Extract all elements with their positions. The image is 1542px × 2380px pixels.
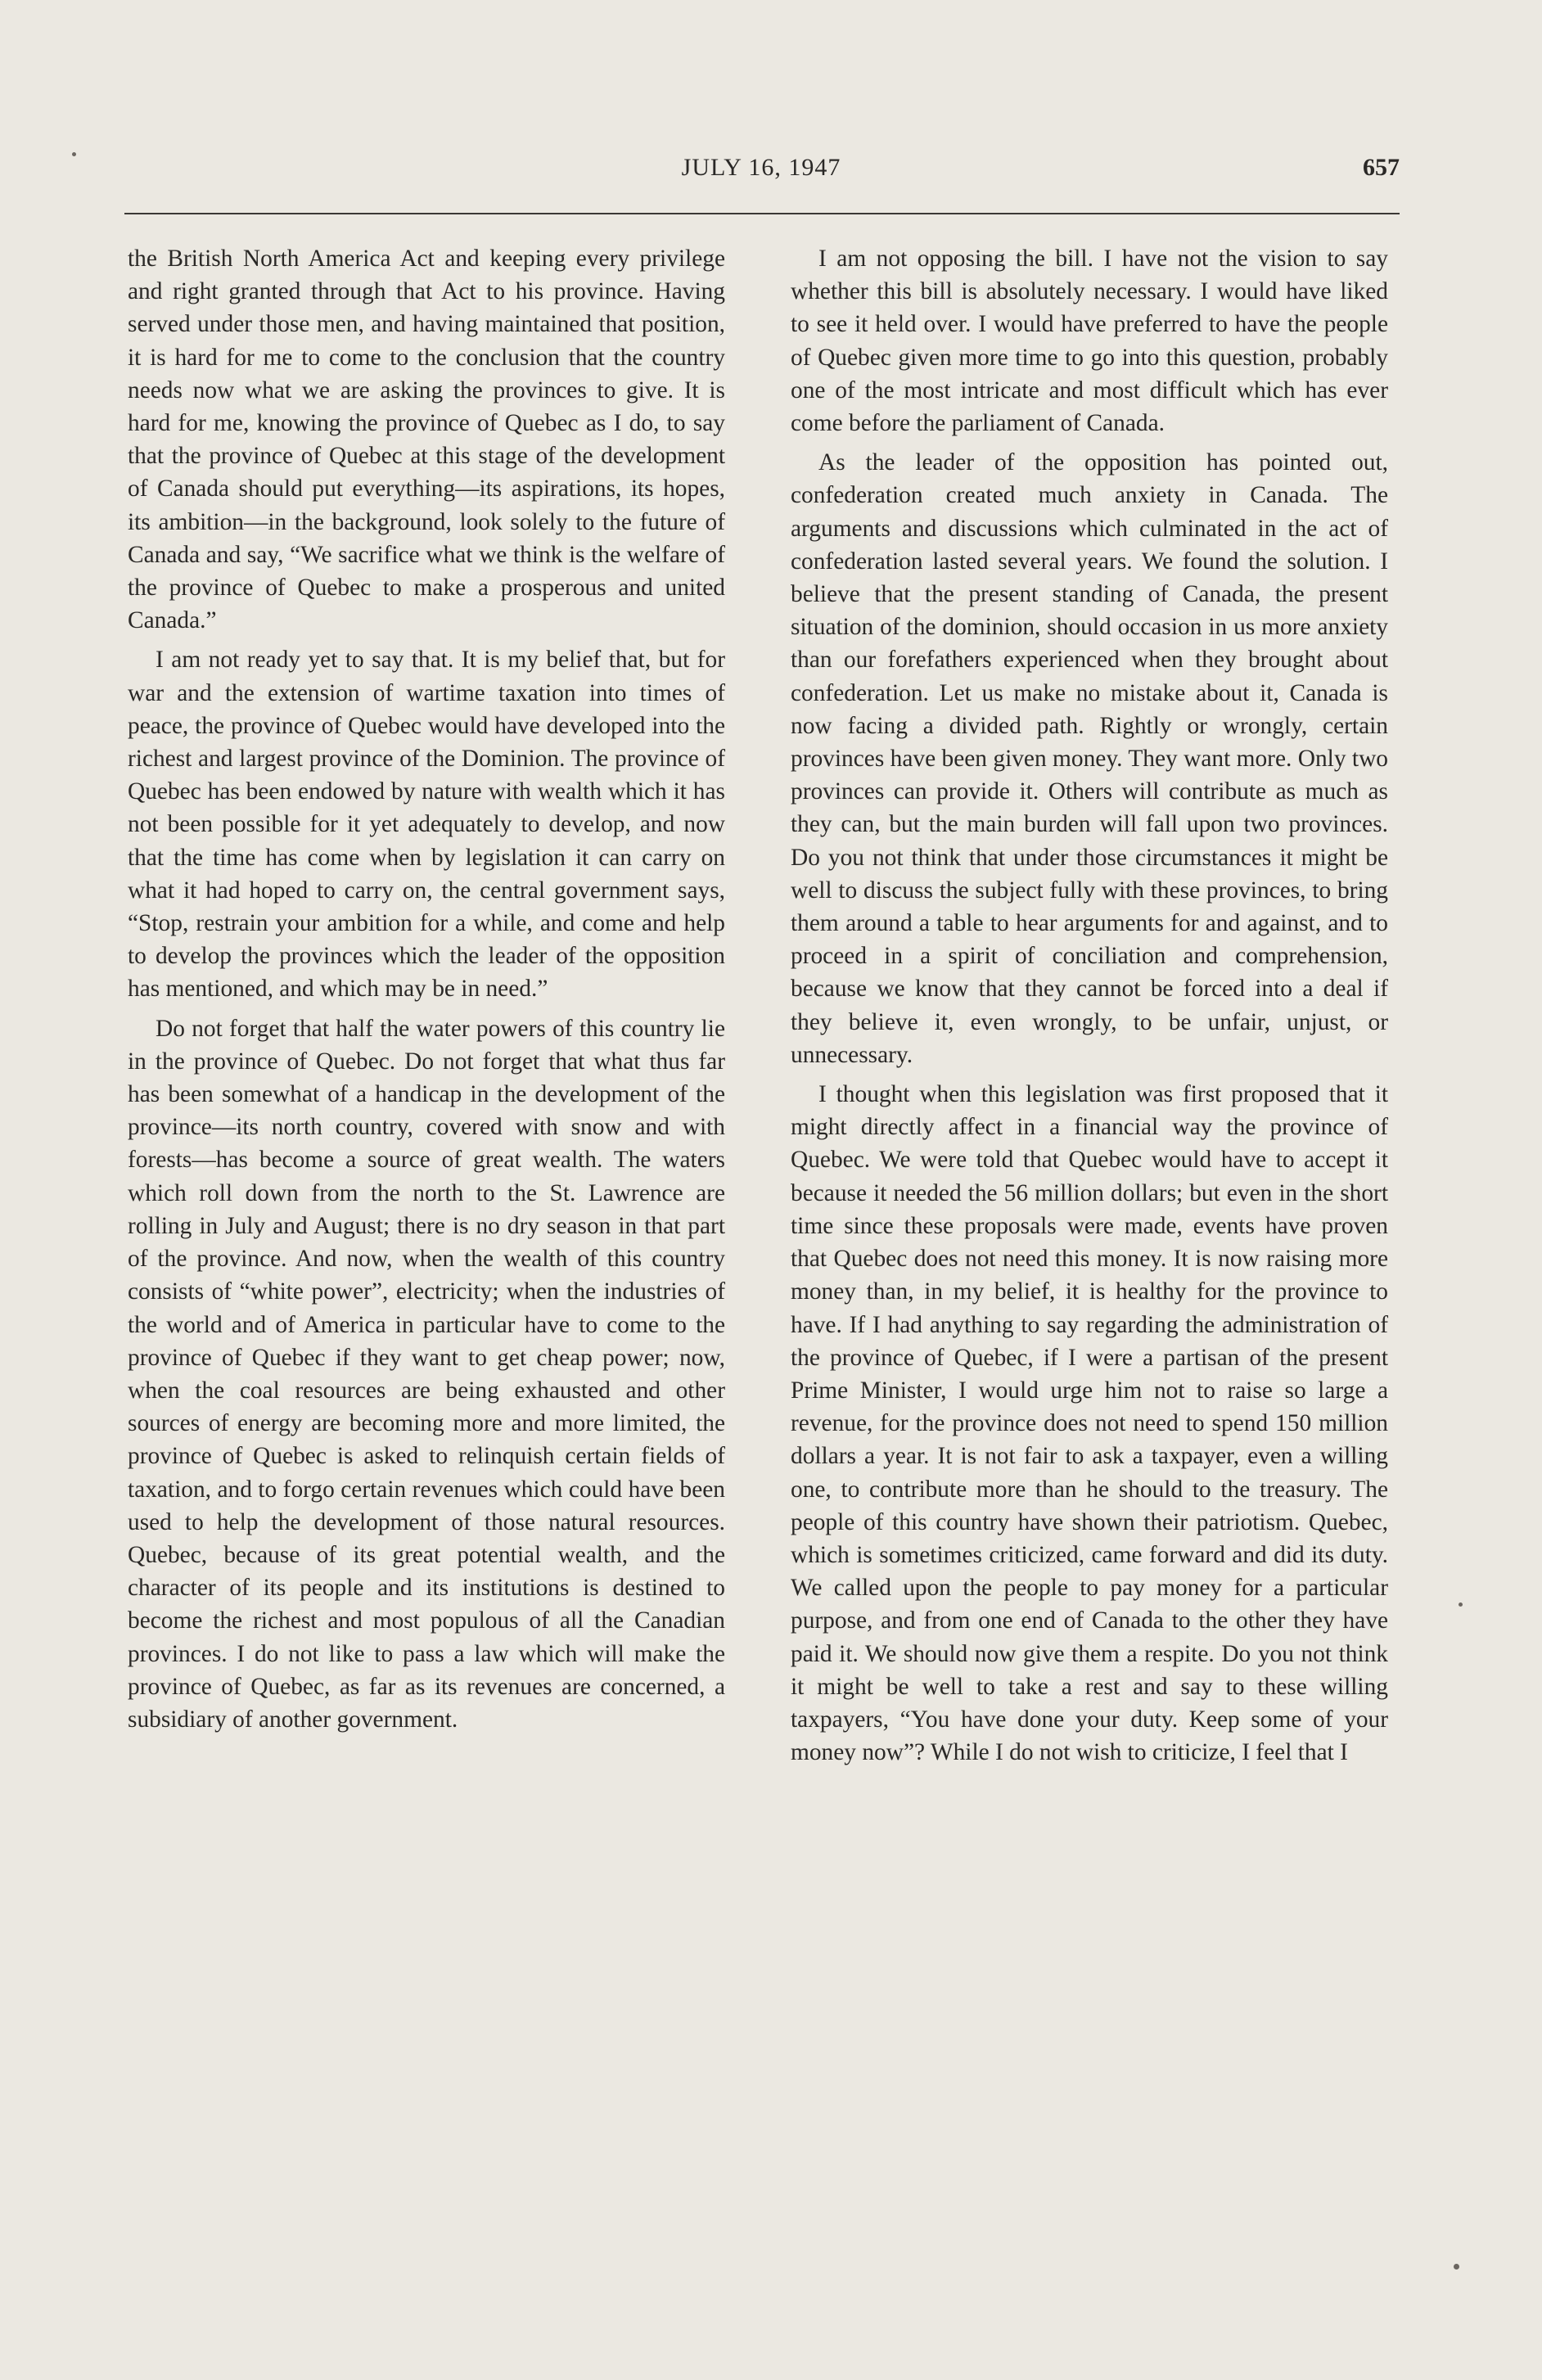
page-header <box>123 154 1400 187</box>
header-date: JULY 16, 1947 <box>681 154 841 181</box>
header-rule <box>124 213 1400 214</box>
paper-speck <box>72 152 76 156</box>
paragraph: Do not forget that half the water powers of this country lie in the province of Quebec. Do not forget that what thus far has been somewhat of a handicap in the development of the province—its north country, covered with snow and with forests—has become a source of great wealth. The waters which roll down from the north to the St. Lawrence are rolling in July and August; there is no dry season in that part of the province. And now, when the wealth of this country consists of “white power”, electricity; when the industries of the world and of America in particular have to come to the province of Quebec if they want to get cheap power; now, when the coal resources are being exhausted and other sources of energy are becoming more and more limited, the province of Quebec is asked to relinquish certain fields of taxation, and to forgo certain revenues which could have been used to help the development of those natural resources. Quebec, because of its great potential wealth, and the character of its people and its institutions is destined to become the richest and most populous of all the Canadian provinces. I do not like to pass a law which will make the province of Quebec, as far as its revenues are concerned, a subsidiary of another government. <box>128 1015 725 1733</box>
paper-speck <box>1459 1602 1463 1607</box>
paragraph: I am not ready yet to say that. It is my belief that, but for war and the extension of wartime taxation into times of peace, the province of Quebec would have developed into the richest and largest province of the Dominion. The province of Quebec has been endowed by nature with wealth which it has not been possible for it yet adequately to develop, and now that the time has come when by legislation it can carry on what it had hoped to carry on, the central government says, “Stop, restrain your ambition for a while, and come and help to develop the provinces which the leader of the opposition has mentioned, and which may be in need.” <box>128 647 725 1003</box>
paragraph: As the leader of the opposition has pointed out, confederation created much anxiety in Canada. The arguments and discussions which culminated in the act of confederation lasted several years. We found the solution. I believe that the present standing of Canada, the present situation of the dominion, should occasion in us more anxiety than our forefathers experienced when they brought about confederation. Let us make no mistake about it, Canada is now facing a divided path. Rightly or wrongly, certain provinces have been given money. They want more. Only two provinces can provide it. Others will contribute as much as they can, but the main burden will fall upon two provinces. Do you not think that under those circumstances it might be well to discuss the subject fully with these provinces, to bring them around a table to hear arguments for and against, and to proceed in a spirit of conciliation and comprehension, because we know that they cannot be forced into a deal if they believe it, even wrongly, to be unfair, unjust, or unnecessary. <box>791 449 1388 1068</box>
paragraph: the British North America Act and keeping every privilege and right granted through that Act to his province. Having served under those men, and having maintained that position, it is hard for me to come to the conclusion that the country needs now what we are asking the provinces to give. It is hard for me, knowing the province of Quebec as I do, to say that the province of Quebec at this stage of the development of Canada should put everything—its aspirations, its hopes, its ambition—in the background, look solely to the future of Canada and say, “We sacrifice what we think is the welfare of the province of Quebec to make a prosperous and united Canada.” <box>128 246 725 634</box>
paragraph: I am not opposing the bill. I have not the vision to say whether this bill is absolutely necessary. I would have liked to see it held over. I would have preferred to have the people of Quebec given more time to go into this question, probably one of the most intricate and most difficult which has ever come before the parliament of Canada. <box>791 246 1388 437</box>
left-column <box>128 242 725 1742</box>
paper-speck <box>1454 2264 1459 2270</box>
right-column <box>791 242 1388 1775</box>
page-number: 657 <box>1363 154 1400 181</box>
paragraph: I thought when this legislation was first proposed that it might directly affect in a financial way the province of Quebec. We were told that Quebec would have to accept it because it needed the 56 million dollars; but even in the short time since these proposals were made, events have proven that Quebec does not need this money. It is now raising more money than, in my belief, it is healthy for the province to have. If I had anything to say regarding the administration of the province of Quebec, if I were a partisan of the present Prime Minister, I would urge him not to raise so large a revenue, for the province does not need to spend 150 million dollars a year. It is not fair to ask a taxpayer, even a willing one, to contribute more than he should to the treasury. The people of this country have shown their patriotism. Quebec, which is sometimes criticized, came forward and did its duty. We called upon the people to pay money for a particular purpose, and from one end of Canada to the other they have paid it. We should now give them a respite. Do you not think it might be well to take a rest and say to these willing taxpayers, “You have done your duty. Keep some of your money now”? While I do not wish to criticize, I feel that I <box>791 1081 1388 1766</box>
